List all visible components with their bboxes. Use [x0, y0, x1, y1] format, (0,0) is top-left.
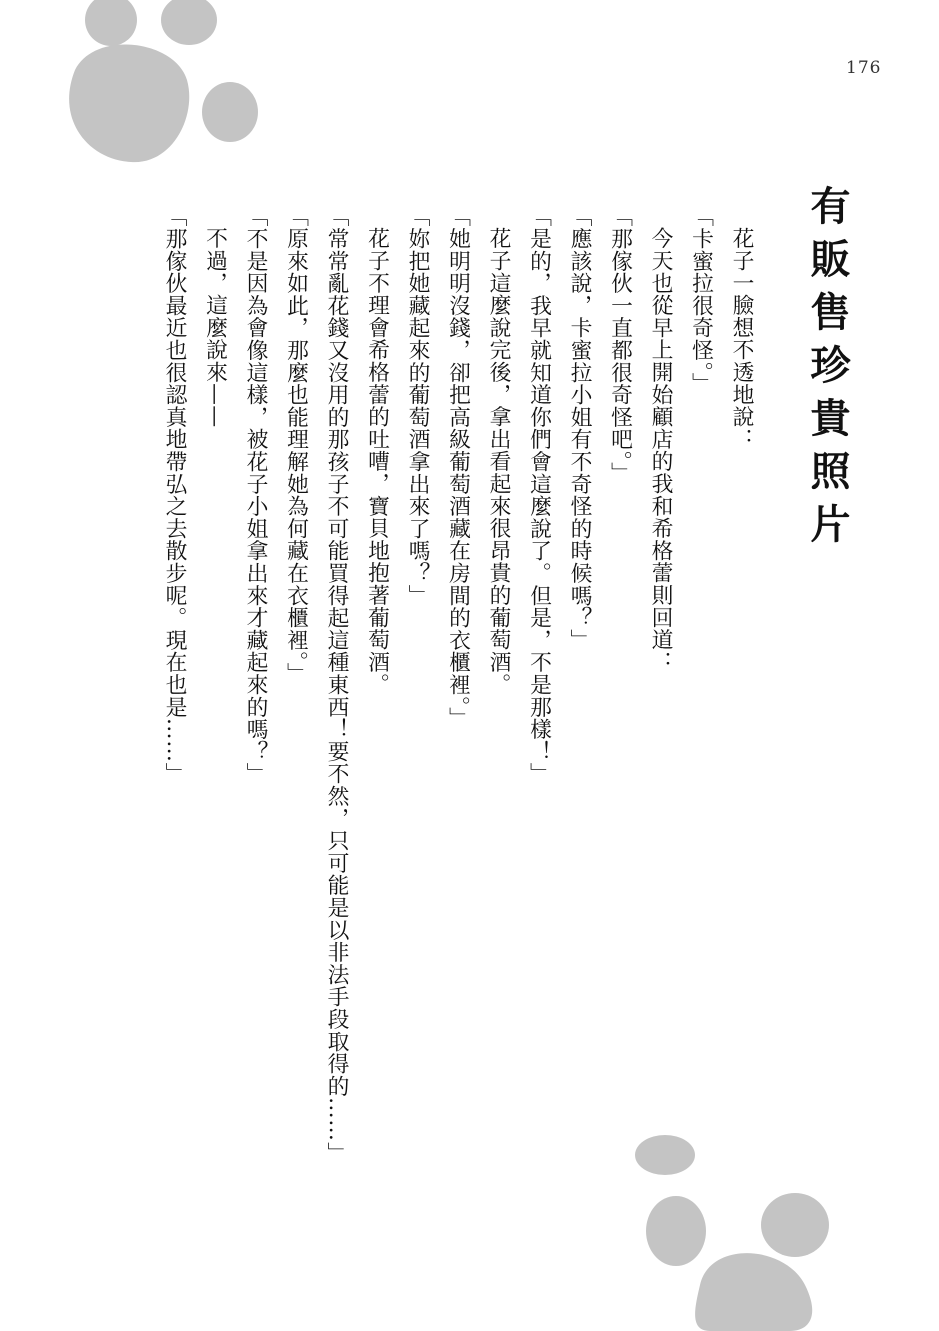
paragraph: 「是的，我早就知道你們會這麼說了。但是，不是那樣！」 — [526, 205, 552, 785]
paragraph: 「她明明沒錢，卻把高級葡萄酒藏在房間的衣櫃裡。」 — [445, 205, 471, 730]
paragraph: 花子這麼說完後，拿出看起來很昂貴的葡萄酒。 — [486, 226, 511, 696]
paragraph: 「不是因為會像這樣，被花子小姐拿出來才藏起來的嗎？」 — [243, 205, 268, 785]
paragraph: 今天也從早上開始顧店的我和希格蕾則回道： — [648, 226, 673, 673]
paragraph: 「妳把她藏起來的葡萄酒拿出來了嗎？」 — [405, 205, 430, 607]
chapter-title: 有販售珍貴照片 — [804, 185, 850, 556]
paragraph: 「卡蜜拉很奇怪。」 — [688, 205, 714, 395]
paragraph: 「應該說，卡蜜拉小姐有不奇怪的時候嗎？」 — [567, 205, 592, 651]
page-number: 176 — [846, 58, 882, 78]
paragraph: 花子一臉想不透地說： — [729, 226, 754, 450]
paragraph: 「常常亂花錢又沒用的那孩子不可能買得起這種東西！要不然，只可能是以非法手段取得的……」 — [324, 205, 349, 1164]
paw-print-icon — [55, 0, 265, 175]
paragraph: 花子不理會希格蕾的吐嘈，寶貝地抱著葡萄酒。 — [364, 226, 390, 696]
body-text — [121, 205, 761, 1205]
paragraph: 「那傢伙最近也很認真地帶弘之去散步呢。現在也是……」 — [162, 205, 187, 785]
paragraph: 「原來如此，那麼也能理解她為何藏在衣櫃裡。」 — [283, 205, 309, 685]
paragraph: 「那傢伙一直都很奇怪吧。」 — [607, 205, 633, 484]
paragraph: 不過，這麼說來—— — [202, 226, 228, 428]
